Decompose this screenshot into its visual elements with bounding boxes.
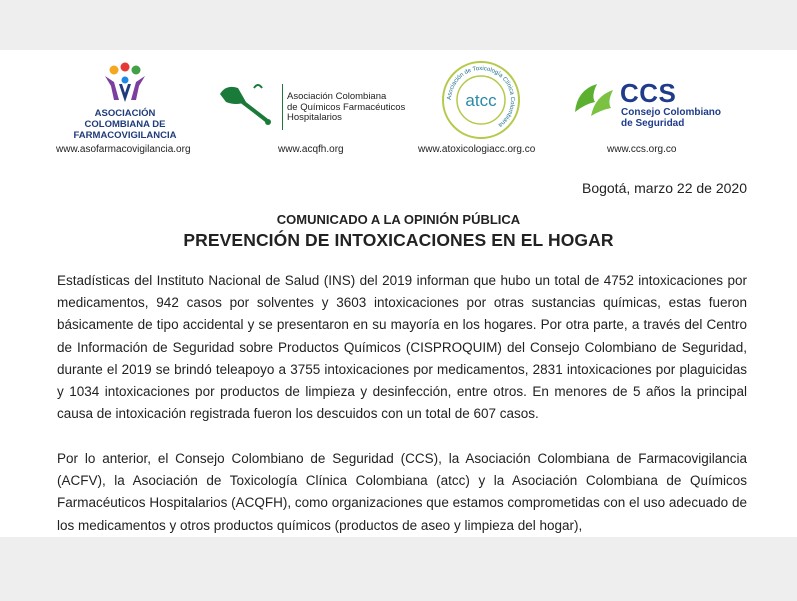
document-title: PREVENCIÓN DE INTOXICACIONES EN EL HOGAR [183, 230, 614, 250]
acfv-url[interactable]: www.asofarmacovigilancia.org [56, 144, 191, 155]
body-paragraph-1: Estadísticas del Instituto Nacional de Salud (INS) del 2019 informan que hubo un total de 4752 intoxicaciones por medicamentos, 942 casos por solventes y 3603 intoxicaciones por otras sustancias químicas, estas fueron básicamente de tipo accidental y se presentaron en su mayoría en los hogares. Por otra parte, a través del Centro de Información de Seguridad sobre Productos Químicos (CISPROQUIM) del Consejo Colombiano de Seguridad, durante el 2019 se brindó teleapoyo a 3755 intoxicaciones por medicamentos, 2831 intoxicaciones por plaguicidas y 1034 intoxicaciones por productos de limpieza y desinfección, entre otros. En menores de 5 años la principal causa de intoxicación registrada fueron los descuidos con un total de 607 casos. [57, 273, 747, 422]
document-subtitle: COMUNICADO A LA OPINIÓN PÚBLICA [276, 212, 521, 227]
acfv-logo [50, 62, 200, 162]
ccs-url[interactable]: www.ccs.org.co [607, 144, 677, 155]
ccs-name: Consejo Colombiano de Seguridad [621, 107, 721, 129]
ccs-leaf-icon [571, 78, 617, 122]
body-paragraph-2: Por lo anterior, el Consejo Colombiano de Seguridad (CCS), la Asociación Colombiana de Farmacovigilancia (ACFV), la Asociación de Toxicología Clínica Colombiana (atcc) y la Asociación Colombiana de Químicos Farmacéuticos Hospitalarios (ACQFH), como organizaciones que estamos comprometidas con el uso adecuado de los medicamentos y otros productos químicos (productos de aseo y limpieza del hogar), [57, 451, 747, 533]
acqfh-name: Asociación Colombiana de Químicos Farmacéuticos Hospitalarios [287, 91, 406, 123]
atcc-url[interactable]: www.atoxicologiacc.org.co [418, 144, 536, 155]
atcc-abbr: atcc [465, 91, 497, 110]
acfv-people-icon [99, 62, 151, 106]
atcc-ring-text: Asociación de Toxicología Clínica Colombiana [446, 65, 516, 128]
document-page [0, 50, 797, 537]
ccs-abbr: CCS [620, 78, 677, 108]
acfv-name: ASOCIACIÓN COLOMBIANA DE FARMACOVIGILANCIA [73, 108, 177, 141]
document-date: Bogotá, marzo 22 de 2020 [581, 180, 747, 196]
acqfh-mortar-icon [216, 80, 278, 136]
acqfh-divider [282, 84, 283, 130]
atcc-seal-icon [441, 60, 521, 140]
acqfh-url[interactable]: www.acqfh.org [278, 144, 344, 155]
acqfh-logo [210, 70, 430, 160]
atcc-logo [410, 56, 550, 162]
ccs-logo [565, 72, 735, 162]
